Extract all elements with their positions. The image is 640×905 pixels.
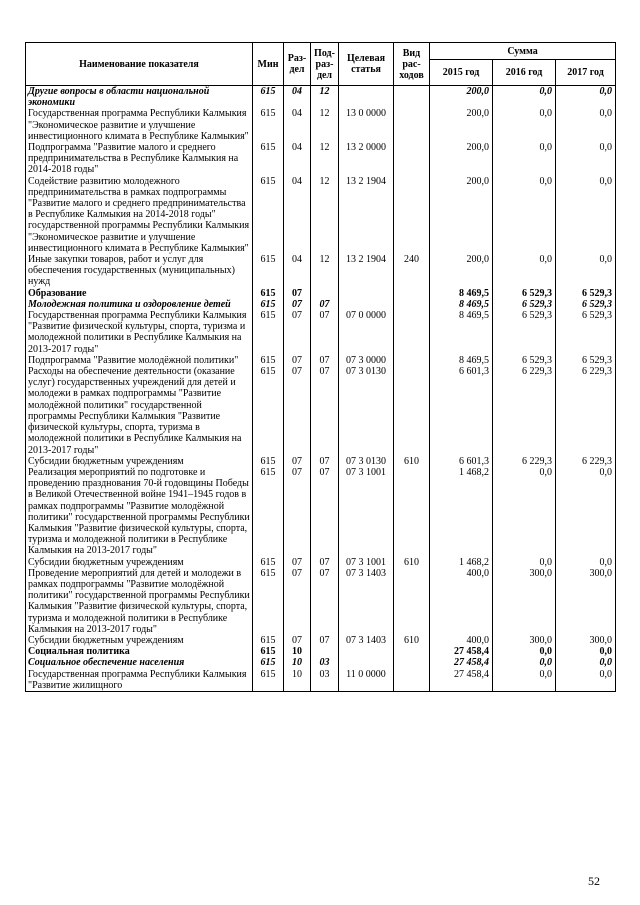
row-target: 13 0 0000 [339, 108, 394, 142]
row-2015: 8 469,5 [430, 310, 493, 355]
table-row [26, 288, 616, 299]
row-podrazdel: 07 [311, 366, 339, 456]
row-2016: 0,0 [493, 557, 556, 568]
table-row [26, 142, 616, 176]
row-2016: 0,0 [493, 657, 556, 668]
row-vid [394, 669, 430, 692]
row-vid [394, 310, 430, 355]
row-name: Молодежная политика и оздоровление детей [26, 299, 253, 310]
header-vid: Вид рас-ходов [394, 43, 430, 86]
row-2017: 0,0 [556, 467, 616, 557]
row-target [339, 299, 394, 310]
row-2015: 1 468,2 [430, 467, 493, 557]
row-razdel: 04 [284, 108, 311, 142]
row-min: 615 [253, 467, 284, 557]
row-2015: 200,0 [430, 86, 493, 109]
row-min: 615 [253, 568, 284, 635]
row-podrazdel: 03 [311, 657, 339, 668]
row-name: Образование [26, 288, 253, 299]
row-min: 615 [253, 254, 284, 288]
row-min: 615 [253, 142, 284, 176]
row-name: Подпрограмма "Развитие молодёжной политики" [26, 355, 253, 366]
row-razdel: 04 [284, 176, 311, 254]
row-2015: 400,0 [430, 568, 493, 635]
row-razdel: 07 [284, 456, 311, 467]
row-min: 615 [253, 366, 284, 456]
header-2016: 2016 год [493, 60, 556, 86]
row-name: Содействие развитию молодежного предпринимательства в рамках подпрограммы "Развитие малого и среднего предпринимательства в Республике Калмыкия на 2014-2018 годы" государственной программы Республики Калмыкия "Экономическое развитие и улучшение инвестиционного климата в Республике Калмыкия" [26, 176, 253, 254]
header-min: Мин [253, 43, 284, 86]
table-row [26, 456, 616, 467]
row-podrazdel: 12 [311, 108, 339, 142]
row-razdel: 10 [284, 669, 311, 692]
row-razdel: 07 [284, 310, 311, 355]
row-2015: 27 458,4 [430, 657, 493, 668]
row-razdel: 07 [284, 299, 311, 310]
row-2017: 300,0 [556, 635, 616, 646]
row-podrazdel: 07 [311, 299, 339, 310]
row-razdel: 10 [284, 657, 311, 668]
row-min: 615 [253, 657, 284, 668]
row-2016: 6 229,3 [493, 456, 556, 467]
row-min: 615 [253, 176, 284, 254]
row-2017: 6 529,3 [556, 299, 616, 310]
row-vid [394, 646, 430, 657]
row-razdel: 07 [284, 366, 311, 456]
row-target: 13 2 0000 [339, 142, 394, 176]
row-min: 615 [253, 86, 284, 109]
row-podrazdel: 12 [311, 254, 339, 288]
row-target: 07 0 0000 [339, 310, 394, 355]
row-2016: 6 529,3 [493, 310, 556, 355]
row-target: 07 3 0130 [339, 456, 394, 467]
row-podrazdel: 07 [311, 635, 339, 646]
table-body [26, 86, 616, 692]
row-vid: 610 [394, 456, 430, 467]
row-2016: 0,0 [493, 646, 556, 657]
row-min: 615 [253, 310, 284, 355]
row-target: 07 3 0000 [339, 355, 394, 366]
row-2017: 0,0 [556, 657, 616, 668]
row-vid [394, 86, 430, 109]
row-vid [394, 366, 430, 456]
row-name: Расходы на обеспечение деятельности (оказание услуг) государственных учреждений для детей и молодежи в рамках подпрограммы "Развитие молодёжной политики" государственной программы Республики Калмыкия "Развитие физической культуры, спорта, туризма в молодежной политики в Республике Калмыкия на 2013-2017 годы" [26, 366, 253, 456]
row-razdel: 07 [284, 568, 311, 635]
row-podrazdel: 12 [311, 86, 339, 109]
row-target: 11 0 0000 [339, 669, 394, 692]
row-name: Государственная программа Республики Калмыкия "Экономическое развитие и улучшение инвестиционного климата в Республике Калмыкия" [26, 108, 253, 142]
row-vid [394, 299, 430, 310]
document-page [25, 42, 615, 692]
row-vid [394, 176, 430, 254]
row-2015: 1 468,2 [430, 557, 493, 568]
header-summa: Сумма [430, 43, 616, 60]
row-2017: 0,0 [556, 557, 616, 568]
row-2016: 6 529,3 [493, 355, 556, 366]
row-2015: 6 601,3 [430, 366, 493, 456]
row-2015: 400,0 [430, 635, 493, 646]
row-2016: 6 529,3 [493, 299, 556, 310]
row-2015: 6 601,3 [430, 456, 493, 467]
row-2015: 200,0 [430, 254, 493, 288]
row-name: Другие вопросы в области национальной экономики [26, 86, 253, 109]
row-target: 07 3 1403 [339, 568, 394, 635]
row-razdel: 04 [284, 142, 311, 176]
table-row [26, 355, 616, 366]
row-2016: 0,0 [493, 669, 556, 692]
row-2015: 27 458,4 [430, 646, 493, 657]
row-vid [394, 657, 430, 668]
row-2016: 6 229,3 [493, 366, 556, 456]
row-vid [394, 108, 430, 142]
row-target: 07 3 1001 [339, 557, 394, 568]
row-target [339, 288, 394, 299]
row-target [339, 657, 394, 668]
row-min: 615 [253, 108, 284, 142]
row-2017: 6 529,3 [556, 310, 616, 355]
row-razdel: 04 [284, 86, 311, 109]
row-2017: 6 229,3 [556, 456, 616, 467]
row-vid: 610 [394, 635, 430, 646]
header-2017: 2017 год [556, 60, 616, 86]
table-row [26, 86, 616, 109]
table-row [26, 254, 616, 288]
row-2016: 300,0 [493, 635, 556, 646]
row-name: Субсидии бюджетным учреждениям [26, 557, 253, 568]
row-podrazdel: 07 [311, 310, 339, 355]
header-podrazdel: Под-раз-дел [311, 43, 339, 86]
page-number: 52 [588, 874, 600, 888]
row-2016: 0,0 [493, 86, 556, 109]
header-name: Наименование показателя [26, 43, 253, 86]
row-name: Субсидии бюджетным учреждениям [26, 456, 253, 467]
table-row [26, 176, 616, 254]
row-razdel: 07 [284, 635, 311, 646]
table-row [26, 467, 616, 557]
row-2016: 300,0 [493, 568, 556, 635]
row-2017: 6 529,3 [556, 288, 616, 299]
row-name: Подпрограмма "Развитие малого и среднего предпринимательства в Республике Калмыкия на 2014-2018 годы" [26, 142, 253, 176]
row-2015: 27 458,4 [430, 669, 493, 692]
row-podrazdel [311, 288, 339, 299]
row-target [339, 646, 394, 657]
row-2015: 8 469,5 [430, 299, 493, 310]
row-name: Реализация мероприятий по подготовке и проведению празднования 70-й годовщины Победы в Великой Отечественной войне 1941–1945 годов в рамках подпрограммы "Развитие молодёжной политики" государственной программы Республики Калмыкия "Развитие физической культуры, спорта, туризма и молодежной политики в Республике Калмыкия на 2013-2017 годы" [26, 467, 253, 557]
row-2017: 0,0 [556, 669, 616, 692]
budget-table [25, 42, 616, 692]
row-target: 13 2 1904 [339, 254, 394, 288]
row-min: 615 [253, 646, 284, 657]
row-target: 13 2 1904 [339, 176, 394, 254]
row-2017: 0,0 [556, 254, 616, 288]
row-2017: 0,0 [556, 108, 616, 142]
row-2017: 6 529,3 [556, 355, 616, 366]
row-2016: 0,0 [493, 142, 556, 176]
row-podrazdel: 07 [311, 355, 339, 366]
header-razdel: Раз-дел [284, 43, 311, 86]
row-podrazdel: 03 [311, 669, 339, 692]
table-row [26, 657, 616, 668]
table-row [26, 108, 616, 142]
header-2015: 2015 год [430, 60, 493, 86]
row-vid: 610 [394, 557, 430, 568]
row-min: 615 [253, 635, 284, 646]
table-row [26, 557, 616, 568]
row-target: 07 3 1001 [339, 467, 394, 557]
row-target [339, 86, 394, 109]
row-razdel: 04 [284, 254, 311, 288]
row-2015: 8 469,5 [430, 355, 493, 366]
table-row [26, 310, 616, 355]
row-target: 07 3 0130 [339, 366, 394, 456]
row-min: 615 [253, 669, 284, 692]
table-row [26, 299, 616, 310]
row-name: Проведение мероприятий для детей и молодежи в рамках подпрограммы "Развитие молодёжной политики" государственной программы Республики Калмыкия "Развитие физической культуры, спорта, туризма и молодежной политики в Республике Калмыкия на 2013-2017 годы" [26, 568, 253, 635]
row-podrazdel: 07 [311, 557, 339, 568]
row-min: 615 [253, 288, 284, 299]
header-target: Целевая статья [339, 43, 394, 86]
row-podrazdel: 12 [311, 176, 339, 254]
row-razdel: 07 [284, 467, 311, 557]
row-vid [394, 288, 430, 299]
row-2015: 8 469,5 [430, 288, 493, 299]
row-vid [394, 142, 430, 176]
row-2017: 300,0 [556, 568, 616, 635]
row-min: 615 [253, 456, 284, 467]
row-name: Государственная программа Республики Калмыкия "Развитие физической культуры, спорта, туризма и молодежной политики в Республике Калмыкия на 2013-2017 годы" [26, 310, 253, 355]
row-2017: 0,0 [556, 646, 616, 657]
table-row [26, 568, 616, 635]
row-2016: 6 529,3 [493, 288, 556, 299]
table-row [26, 366, 616, 456]
row-name: Иные закупки товаров, работ и услуг для обеспечения государственных (муниципальных) нужд [26, 254, 253, 288]
row-2017: 0,0 [556, 86, 616, 109]
table-row [26, 635, 616, 646]
row-podrazdel: 07 [311, 467, 339, 557]
row-vid [394, 355, 430, 366]
row-name: Социальное обеспечение населения [26, 657, 253, 668]
row-2017: 6 229,3 [556, 366, 616, 456]
row-podrazdel: 07 [311, 568, 339, 635]
row-2015: 200,0 [430, 108, 493, 142]
table-row [26, 669, 616, 692]
table-row [26, 646, 616, 657]
row-vid [394, 467, 430, 557]
row-name: Государственная программа Республики Калмыкия "Развитие жилищного [26, 669, 253, 692]
row-razdel: 07 [284, 355, 311, 366]
row-2016: 0,0 [493, 467, 556, 557]
row-podrazdel: 12 [311, 142, 339, 176]
row-podrazdel: 07 [311, 456, 339, 467]
row-name: Субсидии бюджетным учреждениям [26, 635, 253, 646]
row-target: 07 3 1403 [339, 635, 394, 646]
row-2015: 200,0 [430, 176, 493, 254]
row-2017: 0,0 [556, 176, 616, 254]
row-2015: 200,0 [430, 142, 493, 176]
row-vid [394, 568, 430, 635]
row-razdel: 10 [284, 646, 311, 657]
row-vid: 240 [394, 254, 430, 288]
row-min: 615 [253, 557, 284, 568]
row-2016: 0,0 [493, 108, 556, 142]
row-name: Социальная политика [26, 646, 253, 657]
row-2016: 0,0 [493, 176, 556, 254]
row-razdel: 07 [284, 288, 311, 299]
row-podrazdel [311, 646, 339, 657]
row-2017: 0,0 [556, 142, 616, 176]
row-razdel: 07 [284, 557, 311, 568]
row-2016: 0,0 [493, 254, 556, 288]
row-min: 615 [253, 299, 284, 310]
row-min: 615 [253, 355, 284, 366]
